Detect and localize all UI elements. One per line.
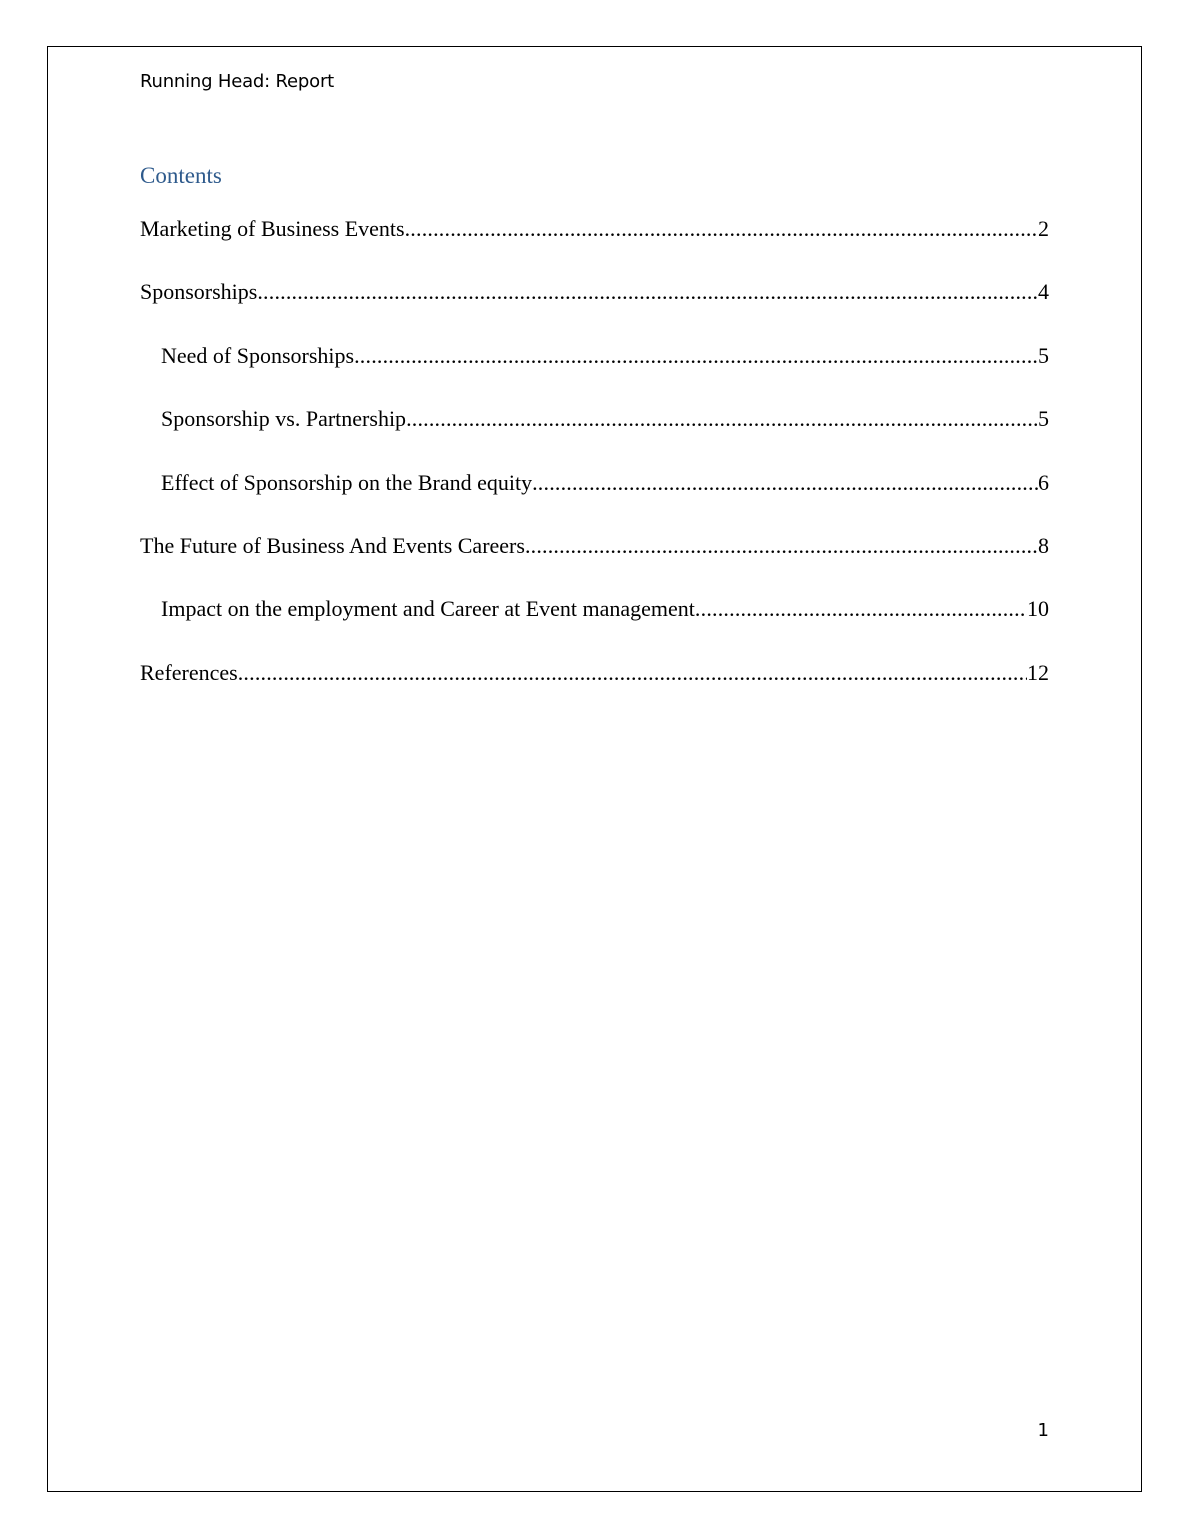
toc-dot-leader — [238, 660, 1027, 686]
toc-entry-page: 8 — [1038, 532, 1049, 558]
toc-entry-title: The Future of Business And Events Careers — [140, 532, 525, 558]
toc-entry-impact-on-employment[interactable] — [140, 596, 1049, 659]
page-number: 1 — [1037, 1420, 1049, 1441]
toc-entry-references[interactable] — [140, 660, 1049, 723]
toc-entry-page: 10 — [1027, 596, 1049, 622]
toc-dot-leader — [354, 343, 1038, 369]
table-of-contents — [140, 216, 1049, 723]
toc-entry-title: Effect of Sponsorship on the Brand equity — [161, 469, 533, 495]
toc-dot-leader — [525, 533, 1038, 559]
toc-entry-title: Sponsorships — [140, 279, 258, 305]
toc-entry-future-of-business-and-events-careers[interactable] — [140, 533, 1049, 596]
toc-dot-leader — [405, 216, 1038, 242]
running-head: Running Head: Report — [140, 71, 335, 92]
toc-entry-page: 2 — [1038, 216, 1049, 241]
toc-entry-page: 12 — [1027, 659, 1049, 685]
toc-entry-title: Sponsorship vs. Partnership — [161, 406, 407, 432]
toc-dot-leader — [532, 470, 1038, 496]
toc-entry-page: 4 — [1038, 279, 1049, 305]
toc-entry-page: 5 — [1038, 342, 1049, 368]
toc-dot-leader — [695, 596, 1027, 622]
toc-dot-leader — [257, 279, 1038, 305]
toc-entry-title: Need of Sponsorships — [161, 342, 355, 368]
toc-entry-page: 6 — [1038, 469, 1049, 495]
toc-entry-effect-of-sponsorship[interactable] — [140, 470, 1049, 533]
toc-entry-sponsorship-vs-partnership[interactable] — [140, 406, 1049, 469]
toc-entry-title: Marketing of Business Events — [140, 216, 405, 241]
toc-heading: Contents — [140, 163, 222, 188]
toc-entry-need-of-sponsorships[interactable] — [140, 343, 1049, 406]
toc-entry-page: 5 — [1038, 406, 1049, 432]
toc-entry-sponsorships[interactable] — [140, 279, 1049, 342]
toc-entry-marketing-of-business-events[interactable] — [140, 216, 1049, 279]
toc-entry-title: References — [140, 659, 238, 685]
toc-entry-title: Impact on the employment and Career at Event management — [161, 596, 695, 622]
toc-dot-leader — [406, 406, 1038, 432]
